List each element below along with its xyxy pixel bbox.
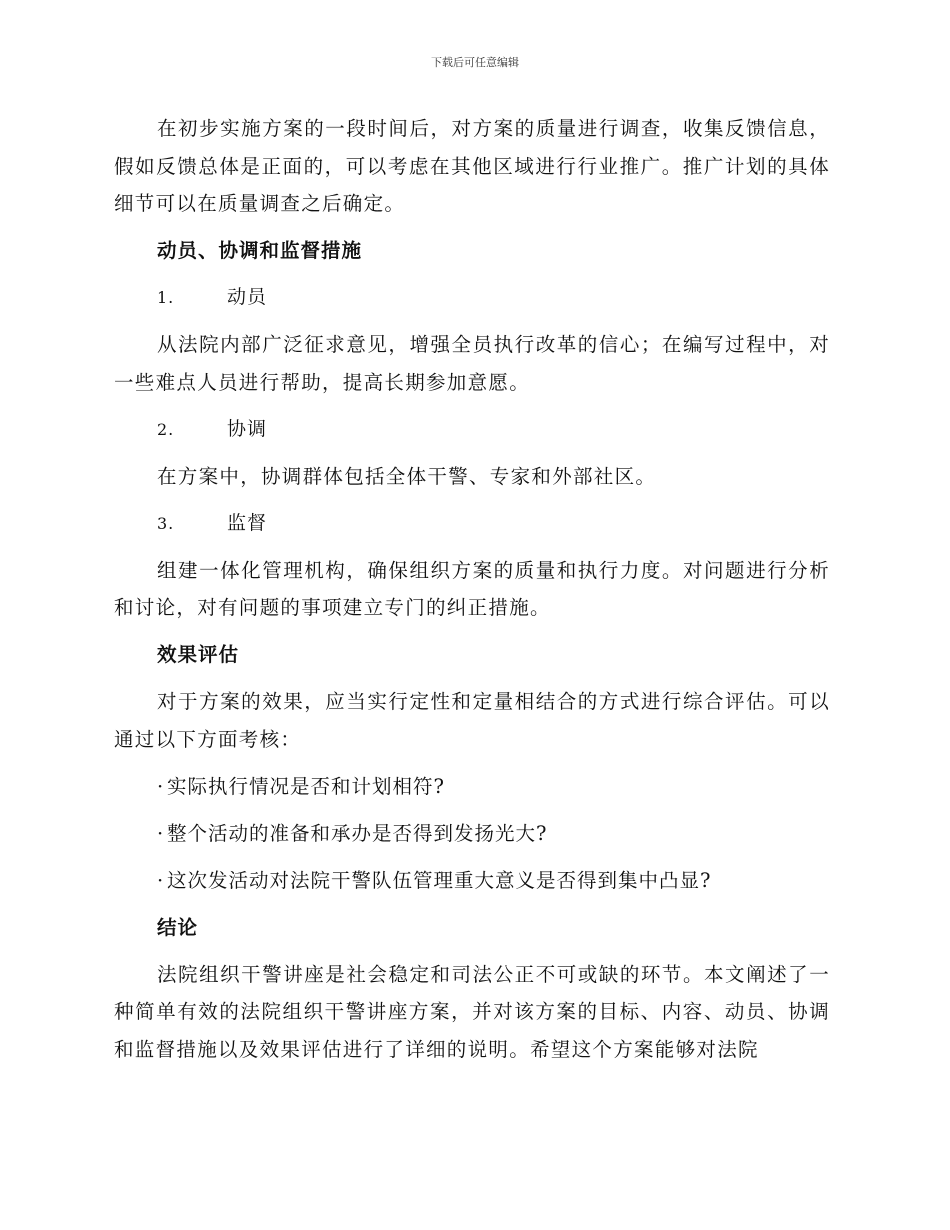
item-number: 3. bbox=[157, 513, 175, 533]
item-title: 动员 bbox=[227, 286, 268, 308]
numbered-item-1 bbox=[114, 279, 830, 317]
heading-measures: 动员、协调和监督措施 bbox=[157, 239, 363, 262]
bullet-item-2: · 整个活动的准备和承办是否得到发扬光大? bbox=[157, 821, 548, 845]
intro-paragraph: 在初步实施方案的一段时间后，对方案的质量进行调查，收集反馈信息，假如反馈总体是正面的，可以考虑在其他区域进行行业推广。推广计划的具体细节可以在质量调查之后确定。 bbox=[114, 117, 830, 215]
numbered-item-2 bbox=[114, 411, 830, 449]
mobilization-paragraph: 从法院内部广泛征求意见，增强全员执行改革的信心；在编写过程中，对一些难点人员进行帮助，提高长期参加意愿。 bbox=[114, 333, 830, 394]
supervision-paragraph: 组建一体化管理机构，确保组织方案的质量和执行力度。对问题进行分析和讨论，对有问题的事项建立专门的纠正措施。 bbox=[114, 558, 830, 619]
item-title: 监督 bbox=[227, 511, 268, 534]
document-body bbox=[114, 110, 830, 1068]
coordination-paragraph: 在方案中，协调群体包括全体干警、专家和外部社区。 bbox=[157, 464, 657, 488]
item-number: 2. bbox=[157, 419, 175, 439]
heading-conclusion: 结论 bbox=[157, 915, 199, 939]
heading-evaluation: 效果评估 bbox=[157, 643, 240, 666]
page-header: 下载后可任意编辑 bbox=[431, 56, 519, 69]
bullet-item-3: · 这次发活动对法院干警队伍管理重大意义是否得到集中凸显? bbox=[157, 868, 712, 892]
item-number: 1. bbox=[157, 288, 175, 307]
numbered-item-3 bbox=[114, 505, 830, 543]
evaluation-paragraph: 对于方案的效果，应当实行定性和定量相结合的方式进行综合评估。可以通过以下方面考核： bbox=[114, 690, 830, 751]
bullet-item-1: · 实际执行情况是否和计划相符? bbox=[157, 774, 445, 798]
item-title: 协调 bbox=[227, 417, 268, 440]
conclusion-paragraph: 法院组织干警讲座是社会稳定和司法公正不可或缺的环节。本文阐述了一种简单有效的法院组织干警讲座方案，并对该方案的目标、内容、动员、协调和监督措施以及效果评估进行了详细的说明。希望这个方案能够对法院 bbox=[114, 962, 830, 1061]
